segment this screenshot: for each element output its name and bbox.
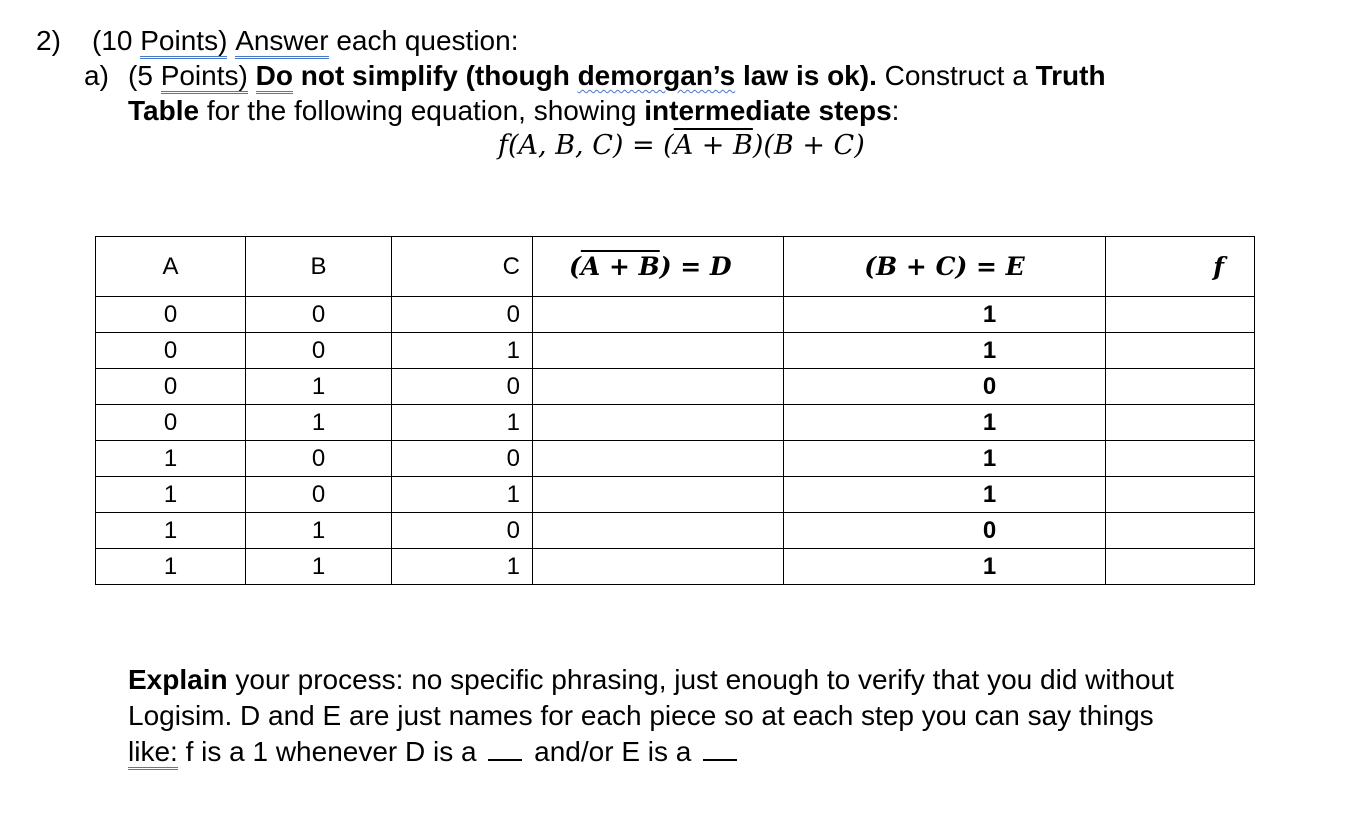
- do-word: Do: [256, 60, 293, 94]
- cell-b: 0: [246, 333, 392, 369]
- cell-d: [533, 333, 784, 369]
- explain-bold: Explain: [128, 664, 228, 695]
- points-label: (10: [92, 25, 141, 56]
- cell-d: [533, 297, 784, 333]
- line2-rest: for the following equation, showing: [199, 95, 645, 126]
- cell-d: [533, 477, 784, 513]
- equation-rhs: )(B + C): [752, 130, 865, 161]
- header-f: f: [1106, 237, 1255, 297]
- table-header-row: [96, 237, 1255, 297]
- intermediate-steps: intermediate steps: [644, 95, 892, 126]
- cell-c: 1: [392, 477, 533, 513]
- blank-2: [703, 759, 737, 761]
- equation-overlined: A + B: [673, 130, 753, 161]
- part-a-label: a): [84, 60, 109, 91]
- cell-b: 1: [246, 513, 392, 549]
- cell-b: 0: [246, 297, 392, 333]
- table-row: [96, 513, 1255, 549]
- equation-lhs: f(A, B, C) = (: [498, 130, 674, 161]
- cell-e: 0: [784, 369, 1106, 405]
- cell-a: 1: [96, 549, 246, 585]
- cell-f: [1106, 333, 1255, 369]
- cell-f: [1106, 477, 1255, 513]
- cell-a: 0: [96, 369, 246, 405]
- cell-d: [533, 441, 784, 477]
- table-word: Table: [128, 95, 200, 126]
- truth-word: Truth: [1035, 60, 1106, 91]
- instruction-bold2: law is ok).: [735, 60, 877, 91]
- cell-e: 1: [784, 441, 1106, 477]
- header-d: (A + B) = D: [533, 237, 784, 297]
- table-row: [96, 369, 1255, 405]
- explain-block: [128, 662, 1174, 770]
- cell-c: 1: [392, 333, 533, 369]
- cell-b: 1: [246, 549, 392, 585]
- table-row: [96, 405, 1255, 441]
- question-heading: [92, 25, 518, 57]
- cell-a: 1: [96, 513, 246, 549]
- explain-line2: Logisim. D and E are just names for each piece so at each step you can say things: [128, 700, 1154, 731]
- cell-a: 0: [96, 297, 246, 333]
- table-row: [96, 549, 1255, 585]
- part-a-points-word: Points): [161, 60, 248, 94]
- cell-b: 1: [246, 405, 392, 441]
- header-b: B: [246, 237, 392, 297]
- cell-c: 0: [392, 513, 533, 549]
- cell-c: 0: [392, 297, 533, 333]
- cell-d: [533, 405, 784, 441]
- table-row: [96, 441, 1255, 477]
- part-a-points: (5: [128, 60, 161, 91]
- construct-text: Construct a: [876, 60, 1036, 91]
- cell-f: [1106, 297, 1255, 333]
- colon: :: [891, 95, 900, 126]
- demorgan-word: demorgan’s: [577, 60, 736, 91]
- cell-b: 1: [246, 369, 392, 405]
- cell-c: 0: [392, 441, 533, 477]
- cell-e: 1: [784, 333, 1106, 369]
- truth-table: [95, 236, 1255, 585]
- cell-a: 0: [96, 405, 246, 441]
- cell-f: [1106, 441, 1255, 477]
- points-word: Points): [140, 25, 227, 59]
- cell-b: 0: [246, 477, 392, 513]
- cell-f: [1106, 369, 1255, 405]
- cell-e: 1: [784, 405, 1106, 441]
- cell-c: 1: [392, 549, 533, 585]
- blank-1: [488, 759, 522, 761]
- cell-c: 0: [392, 369, 533, 405]
- instruction-bold: not simplify (though: [292, 60, 578, 91]
- cell-a: 1: [96, 441, 246, 477]
- part-a-line1: [128, 60, 1106, 92]
- cell-e: 0: [784, 513, 1106, 549]
- question-rest: each question:: [328, 25, 519, 56]
- explain-line3: like: f is a 1 whenever D is a and/or E is a: [128, 734, 1174, 770]
- question-number: 2): [36, 25, 61, 56]
- header-c: C: [392, 237, 533, 297]
- table-row: [96, 477, 1255, 513]
- table-row: [96, 333, 1255, 369]
- cell-f: [1106, 549, 1255, 585]
- cell-a: 0: [96, 333, 246, 369]
- header-e: (B + C) = E: [784, 237, 1106, 297]
- equation: [498, 130, 865, 161]
- explain-line1: Explain your process: no specific phrasing, just enough to verify that you did without: [128, 664, 1174, 695]
- cell-e: 1: [784, 549, 1106, 585]
- cell-d: [533, 513, 784, 549]
- cell-c: 1: [392, 405, 533, 441]
- part-a-line2: [128, 95, 899, 127]
- header-a: A: [96, 237, 246, 297]
- cell-d: [533, 369, 784, 405]
- cell-f: [1106, 513, 1255, 549]
- table-row: [96, 297, 1255, 333]
- cell-a: 1: [96, 477, 246, 513]
- cell-b: 0: [246, 441, 392, 477]
- cell-f: [1106, 405, 1255, 441]
- answer-word: Answer: [235, 25, 328, 59]
- cell-d: [533, 549, 784, 585]
- cell-e: 1: [784, 477, 1106, 513]
- like-word: like:: [128, 736, 178, 770]
- cell-e: 1: [784, 297, 1106, 333]
